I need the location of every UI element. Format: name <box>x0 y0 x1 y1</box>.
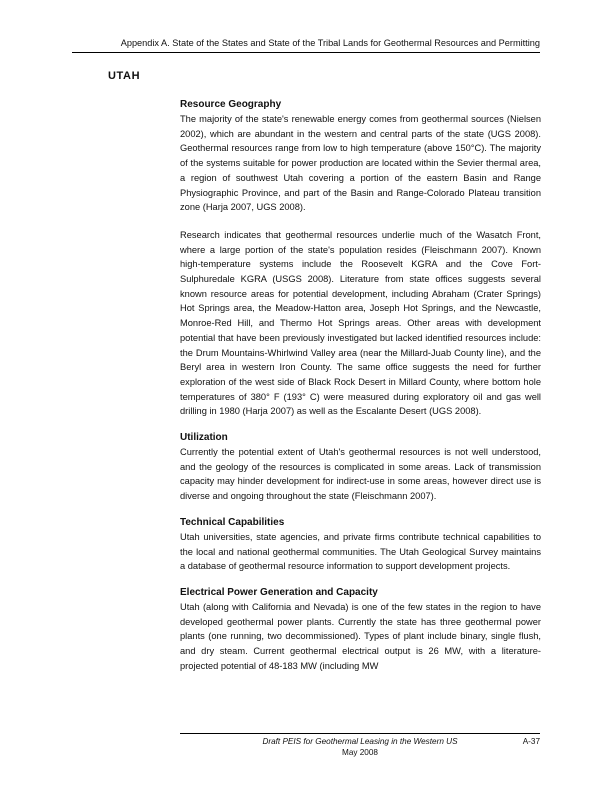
running-header: Appendix A. State of the States and State of the Tribal Lands for Geothermal Resources and Permitting <box>72 38 540 53</box>
page-number: A-37 <box>522 737 540 746</box>
main-content <box>180 98 541 674</box>
heading-electrical-power: Electrical Power Generation and Capacity <box>180 586 378 598</box>
heading-technical-capabilities: Technical Capabilities <box>180 516 285 528</box>
electrical-power-paragraph: Utah (along with California and Nevada) is one of the few states in the region to have developed geothermal power plants. Currently the state has three geothermal power plants (one running, two decommissioned). Types of plant include binary, single flush, and dry steam. Current geothermal electrical output is 26 MW, with a literature-projected potential of 48-183 MW (including MW <box>180 601 541 671</box>
section-title: UTAH <box>108 70 141 82</box>
footer-document-title: Draft PEIS for Geothermal Leasing in the Western US <box>262 737 458 746</box>
resource-geography-paragraph-1: The majority of the state's renewable energy comes from geothermal sources (Nielsen 2002), which are abundant in the western and central parts of the state (UGS 2008). Geothermal resources range from low to high temperature (above 150°C). The majority of the systems suitable for power production are located within the Sevier thermal area, a region of southwest Utah covering a portion of the eastern Basin and Range Physiographic Province, and part of the Basin and Range-Colorado Plateau transition zone (Harja 2007, UGS 2008). <box>180 114 541 213</box>
page-footer <box>180 733 540 757</box>
heading-utilization: Utilization <box>180 432 228 444</box>
utilization-paragraph: Currently the potential extent of Utah's geothermal resources is not well understood, and the geology of the resources is complicated in some areas. Lack of transmission capacity may hinder development for indirect-use in some areas, however direct use is diverse and ongoing throughout the state (Fleischmann 2007). <box>180 447 541 502</box>
footer-date: May 2008 <box>342 748 378 757</box>
technical-capabilities-paragraph: Utah universities, state agencies, and private firms contribute technical capabilities to the local and national geothermal communities. The Utah Geological Survey maintains a database of geothermal resource information to support development projects. <box>180 531 541 572</box>
heading-resource-geography: Resource Geography <box>180 99 282 110</box>
resource-geography-paragraph-2: Research indicates that geothermal resources underlie much of the Wasatch Front, where a large portion of the state's population resides (Fleischmann 2007). Known high-temperature systems include the Roosevelt KGRA and the Cove Fort-Sulphuredale KGRA (USGS 2008). Literature from state offices suggests several known resource areas for potential development, including Abraham (Crater Springs) Hot Springs area, the Meadow-Hatton area, Joseph Hot Springs, and the Newcastle, Monroe-Red Hill, and Thermo Hot Springs areas. Other areas with development potential that have been previously investigated but lacked identified resources include: the Drum Mountains-Whirlwind Valley area (near the Millard-Juab County line), and the Beryl area in western Iron County. The same office suggests the need for further exploration of the west side of Black Rock Desert in Millard County, where bottom hole temperatures of 380° F (193° C) were measured during exploratory oil and gas well drilling in 1980 (Harja 2007) as well as the Escalante Desert (UGS 2008). <box>180 229 541 417</box>
